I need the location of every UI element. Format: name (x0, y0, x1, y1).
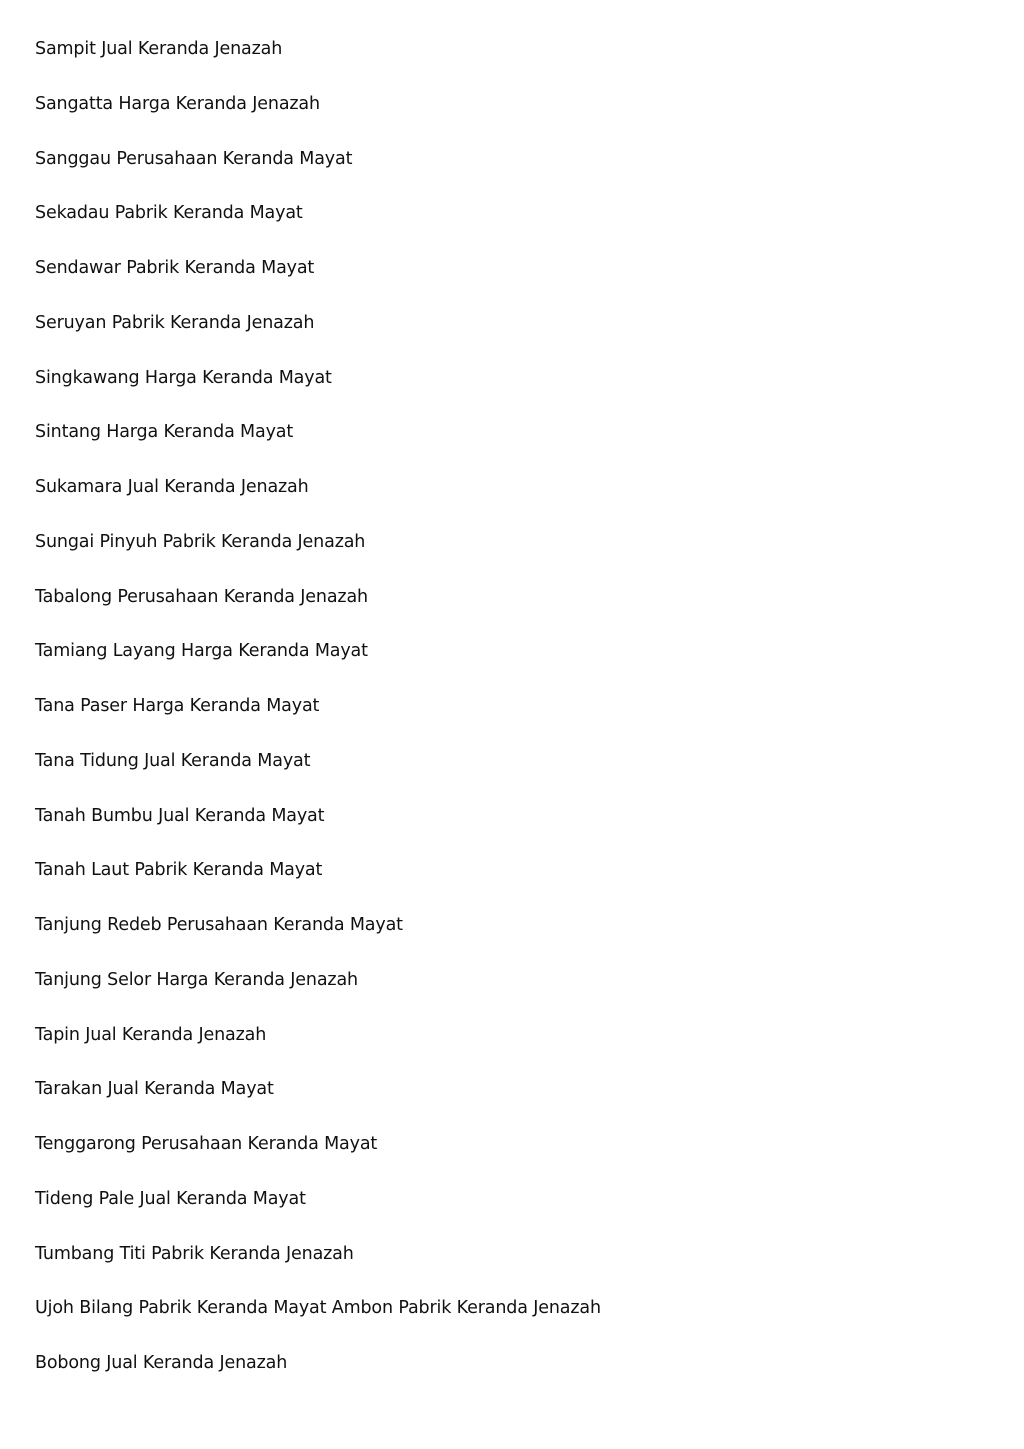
list-item: Sekadau Pabrik Keranda Mayat (35, 203, 303, 224)
list-item: Bobong Jual Keranda Jenazah (35, 1353, 288, 1373)
list-item: Tenggarong Perusahaan Keranda Mayat (35, 1134, 378, 1154)
list-item: Tana Paser Harga Keranda Mayat (35, 696, 320, 716)
entry-list (35, 36, 601, 1405)
list-item: Tanjung Redeb Perusahaan Keranda Mayat (35, 915, 403, 935)
list-item: Sanggau Perusahaan Keranda Mayat (35, 148, 353, 169)
list-item: Ujoh Bilang Pabrik Keranda Mayat Ambon Pabrik Keranda Jenazah (35, 1298, 601, 1319)
list-item: Sungai Pinyuh Pabrik Keranda Jenazah (35, 531, 366, 552)
list-item: Tanah Laut Pabrik Keranda Mayat (35, 860, 323, 881)
list-item: Sangatta Harga Keranda Jenazah (35, 93, 320, 114)
list-item: Sendawar Pabrik Keranda Mayat (35, 258, 315, 278)
list-item: Tumbang Titi Pabrik Keranda Jenazah (35, 1243, 354, 1264)
list-item: Sintang Harga Keranda Mayat (35, 422, 294, 443)
list-item: Tabalong Perusahaan Keranda Jenazah (35, 586, 368, 607)
list-item: Tideng Pale Jual Keranda Mayat (35, 1188, 306, 1209)
list-item: Tarakan Jual Keranda Mayat (35, 1079, 274, 1100)
list-item: Tanjung Selor Harga Keranda Jenazah (35, 969, 358, 990)
list-item: Sukamara Jual Keranda Jenazah (35, 477, 309, 497)
list-item: Tanah Bumbu Jual Keranda Mayat (35, 805, 325, 826)
list-item: Sampit Jual Keranda Jenazah (35, 39, 283, 59)
list-item: Tapin Jual Keranda Jenazah (35, 1024, 267, 1045)
list-item: Singkawang Harga Keranda Mayat (35, 367, 332, 388)
list-item: Tana Tidung Jual Keranda Mayat (35, 750, 311, 771)
list-item: Tamiang Layang Harga Keranda Mayat (35, 641, 368, 662)
list-item: Seruyan Pabrik Keranda Jenazah (35, 312, 315, 333)
